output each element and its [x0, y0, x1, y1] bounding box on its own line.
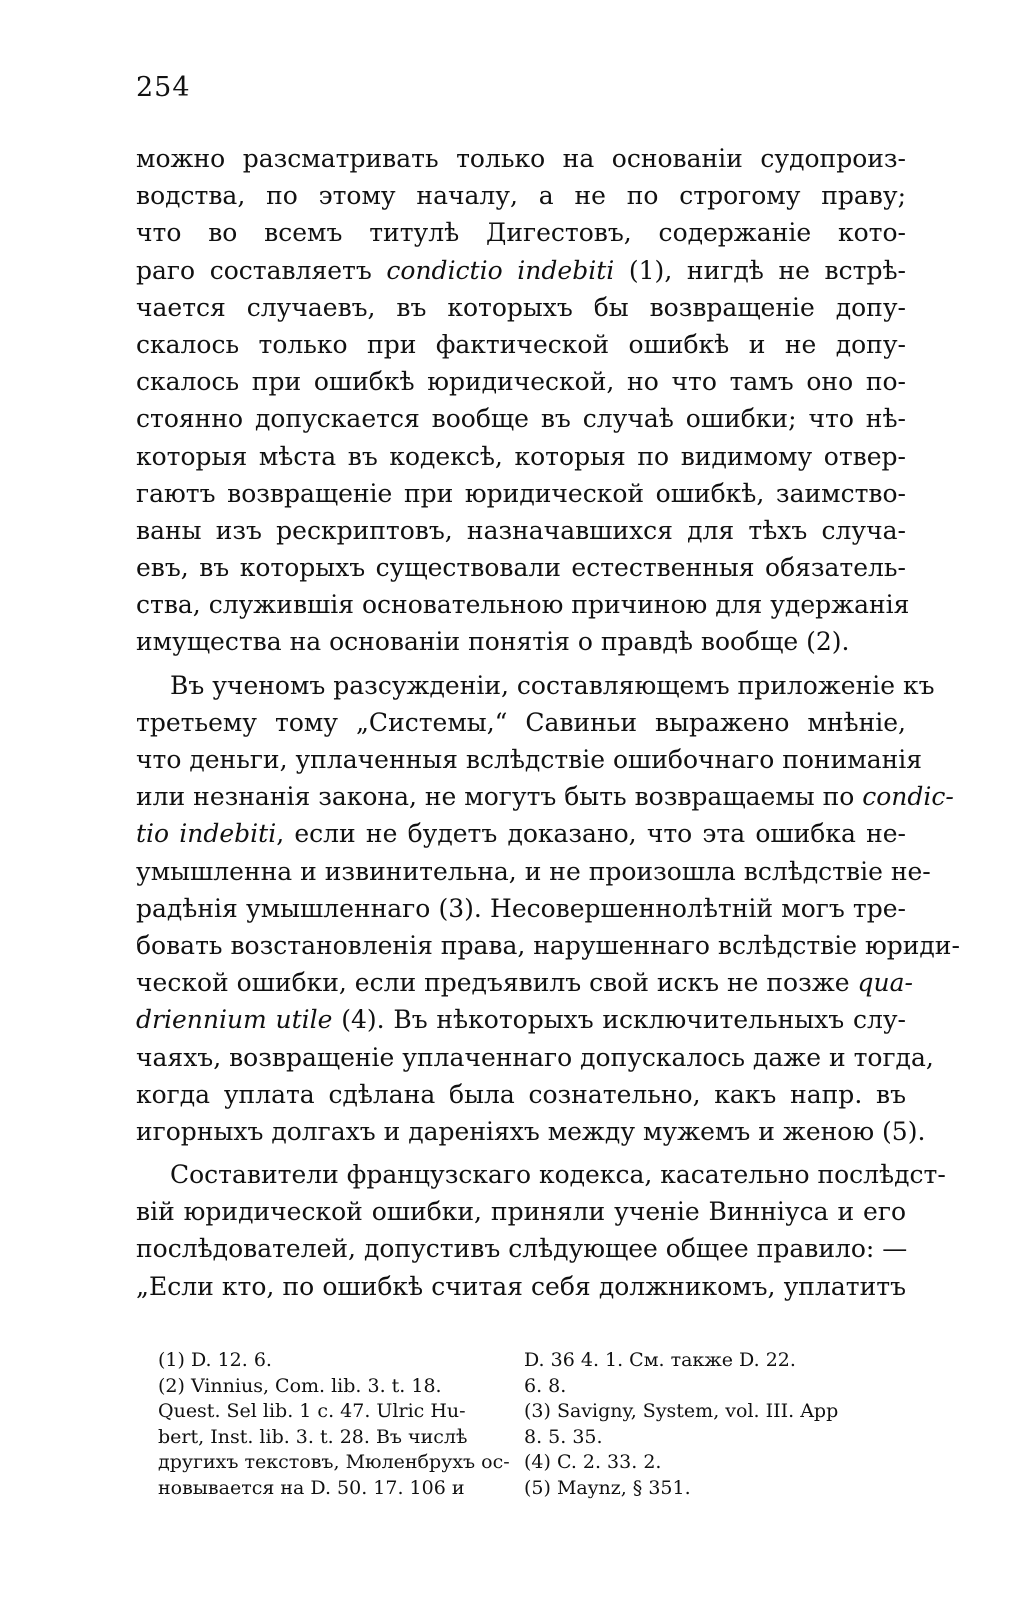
- text-line: driennium utile (4). Въ нѣкоторыхъ исключительныхъ слу-: [136, 1005, 906, 1035]
- footnote-line: (2) Vinnius, Com. lib. 3. t. 18.: [158, 1374, 442, 1397]
- text-line: радѣнiя умышленнаго (3). Несовершеннолѣтнiй могъ тре-: [136, 893, 906, 923]
- footnote-line: другихъ текстовъ, Мюленбрухъ ос-: [158, 1451, 510, 1473]
- text-line: чается случаевъ, въ которыхъ бы возвращенiе допу-: [136, 292, 906, 322]
- text-line: когда уплата сдѣлана была сознательно, какъ напр. въ: [136, 1079, 906, 1109]
- text-line: чаяхъ, возвращенiе уплаченнаго допускалось даже и тогда,: [136, 1042, 934, 1072]
- footnote-line: 8. 5. 35.: [524, 1425, 603, 1448]
- text-line: Составители французскаго кодекса, касательно послѣдст-: [170, 1160, 946, 1190]
- paragraph: [136, 140, 910, 661]
- text-line: имущества на основанiи понятiя о правдѣ вообще (2).: [136, 627, 850, 657]
- text-line: можно разсматривать только на основанiи судопроиз-: [136, 144, 906, 173]
- text-line: скалось при ошибкѣ юридической, но что тамъ оно по-: [136, 367, 906, 397]
- text-line: третьему тому „Системы,“ Савиньи выражено мнѣнiе,: [136, 707, 906, 737]
- footnote-line: (3) Savigny, System, vol. III. App: [524, 1400, 839, 1422]
- text-line: или незнанiя закона, не могутъ быть возвращаемы по condic-: [136, 782, 954, 812]
- footnote-line: bert, Inst. lib. 3. t. 28. Въ числѣ: [158, 1425, 468, 1448]
- body-text: [136, 140, 960, 1305]
- paragraph: [136, 667, 960, 1150]
- text-line: ваны изъ рескриптовъ, назначавшихся для тѣхъ случа-: [136, 515, 906, 545]
- paragraph: [136, 1156, 946, 1305]
- footnote-line: Quest. Sel lib. 1 c. 47. Ulric Hu-: [158, 1400, 466, 1422]
- text-line: ства, служившiя основательною причиною для удержанiя: [136, 590, 910, 620]
- text-line: tio indebiti, если не будетъ доказано, что эта ошибка не-: [136, 819, 906, 849]
- footnote-line: D. 36 4. 1. См. также D. 22.: [524, 1349, 796, 1371]
- footnotes-left-column: [158, 1348, 528, 1501]
- text-line: послѣдователей, допустивъ слѣдующее общее правило: —: [136, 1234, 908, 1264]
- text-line: скалось только при фактической ошибкѣ и не допу-: [136, 329, 906, 359]
- text-line: умышленна и извинительна, и не произошла вслѣдствiе не-: [136, 856, 931, 886]
- text-line: ческой ошибки, если предъявилъ свой искъ не позже qua-: [136, 968, 913, 998]
- footnote-line: 6. 8.: [524, 1374, 567, 1397]
- text-line: евъ, въ которыхъ существовали естественныя обязатель-: [136, 553, 906, 583]
- text-line: стоянно допускается вообще въ случаѣ ошибки; что нѣ-: [136, 404, 906, 434]
- text-line: гаютъ возвращенiе при юридической ошибкѣ, заимство-: [136, 478, 906, 508]
- text-line: водства, по этому началу, а не по строгому праву;: [136, 181, 906, 211]
- text-line: бовать возстановленiя права, нарушеннаго вслѣдствiе юриди-: [136, 930, 960, 960]
- page-number: 254: [136, 72, 191, 103]
- footnotes-right-column: [524, 1348, 909, 1501]
- footnote-line: новывается на D. 50. 17. 106 и: [158, 1476, 465, 1499]
- text-line: что во всемъ титулѣ Дигестовъ, содержанiе кото-: [136, 218, 906, 248]
- text-line: которыя мѣста въ кодексѣ, которыя по видимому отвер-: [136, 441, 906, 471]
- text-line: раго составляетъ condictio indebiti (1), нигдѣ не встрѣ-: [136, 255, 906, 285]
- text-line: что деньги, уплаченныя вслѣдствiе ошибочнаго пониманiя: [136, 745, 923, 774]
- text-line: игорныхъ долгахъ и даренiяхъ между мужемъ и женою (5).: [136, 1116, 926, 1146]
- footnote-line: (1) D. 12. 6.: [158, 1349, 272, 1371]
- footnote-line: (5) Maynz, § 351.: [524, 1476, 691, 1499]
- text-line: Въ ученомъ разсужденiи, составляющемъ приложенiе къ: [170, 670, 935, 700]
- text-line: вiй юридической ошибки, приняли ученiе Виннiуса и его: [136, 1197, 906, 1227]
- text-line: „Если кто, по ошибкѣ считая себя должникомъ, уплатитъ: [136, 1271, 906, 1301]
- footnote-line: (4) C. 2. 33. 2.: [524, 1451, 662, 1473]
